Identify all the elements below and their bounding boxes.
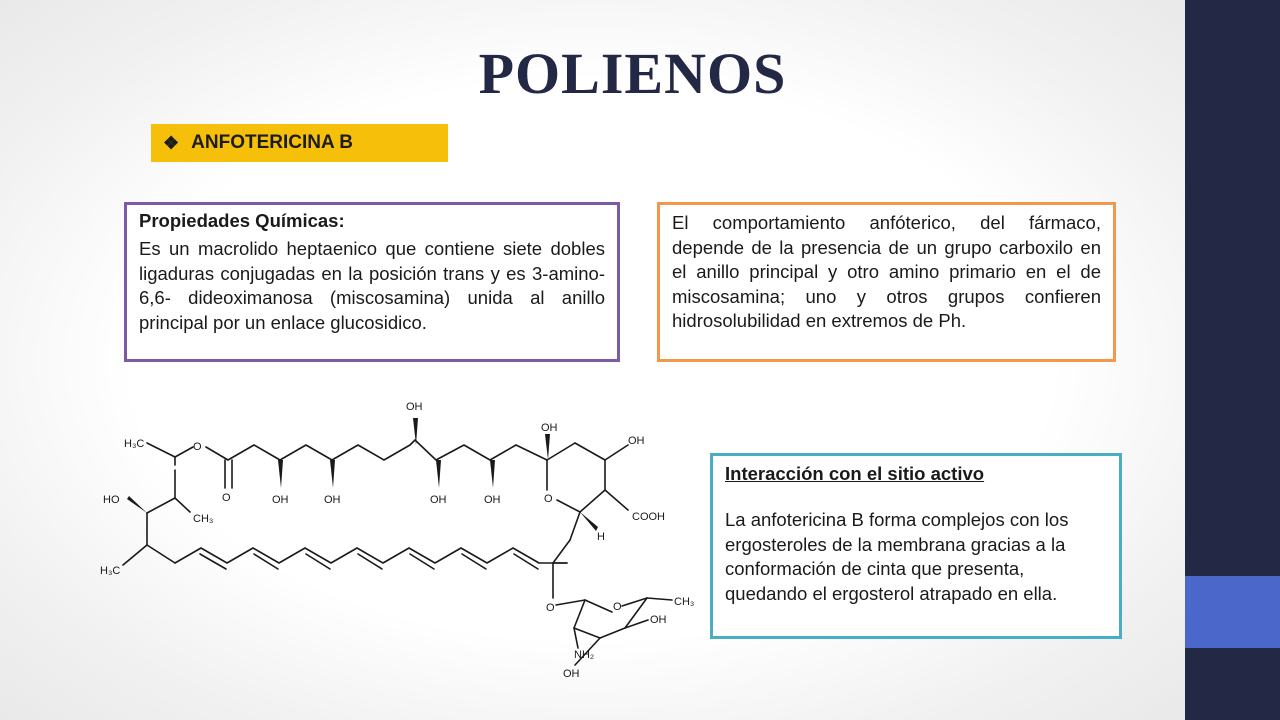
- subtitle-text: ANFOTERICINA B: [191, 132, 353, 153]
- hydroxyl-c2-label: OH: [324, 494, 341, 506]
- subtitle-tag: [151, 124, 448, 162]
- hydrogen-label: H: [597, 531, 605, 543]
- methyl-label: CH₃: [193, 513, 214, 525]
- carbonyl-oxygen-label: O: [222, 492, 231, 504]
- h3c-top-label: H₃C: [124, 438, 145, 450]
- sugar-hydroxyl-label: OH: [650, 614, 667, 626]
- hydroxyl-left-label: HO: [103, 494, 120, 506]
- glycosidic-oxygen-label: O: [546, 602, 555, 614]
- amphoteric-behavior-box: [657, 202, 1116, 362]
- chemical-properties-heading: Propiedades Químicas:: [139, 210, 345, 231]
- hydroxyl-hemiketal-label: OH: [541, 422, 558, 434]
- amino-label: NH₂: [574, 649, 595, 661]
- sugar-oxygen-label: O: [613, 601, 622, 613]
- slide-title: POLIENOS: [478, 41, 787, 106]
- h3c-bottom-label: H₃C: [100, 565, 121, 577]
- diamond-bullet-icon: ❖: [163, 132, 180, 153]
- amphotericin-b-structure: [96, 388, 706, 688]
- active-site-text: La anfotericina B forma complejos con los ergosteroles de la membrana gracias a la conformación de cinta que presenta, quedando el ergosterol atrapado en ella.: [725, 509, 1069, 604]
- carboxyl-label: COOH: [632, 511, 665, 523]
- sugar-hydroxyl-bottom-label: OH: [563, 668, 580, 680]
- hydroxyl-c3-label: OH: [430, 494, 447, 506]
- hydroxyl-ring-label: OH: [628, 435, 645, 447]
- chemical-properties-text: Es un macrolido heptaenico que contiene siete dobles ligaduras conjugadas en la posición trans y es 3-amino-6,6- dideoximanosa (miscosamina) unida al anillo principal por un enlace glucosidico.: [139, 238, 605, 333]
- active-site-heading: Interacción con el sitio activo: [725, 463, 985, 484]
- ring-oxygen-label: O: [544, 493, 553, 505]
- chemical-properties-box: [124, 202, 620, 362]
- hydroxyl-c1-label: OH: [272, 494, 289, 506]
- sidebar-accent-block: [1185, 576, 1280, 648]
- hydroxyl-c4-label: OH: [484, 494, 501, 506]
- ester-oxygen-label: O: [193, 441, 202, 453]
- sugar-methyl-label: CH₃: [674, 596, 695, 608]
- amphoteric-behavior-text: El comportamiento anfóterico, del fármaco, depende de la presencia de un grupo carboxilo en el anillo principal y otro amino primario en el de miscosamina; uno y otros grupos confieren hidrosolubilidad en extremos de Ph.: [672, 212, 1101, 331]
- active-site-interaction-box: [710, 453, 1122, 639]
- hydroxyl-top-label: OH: [406, 401, 423, 413]
